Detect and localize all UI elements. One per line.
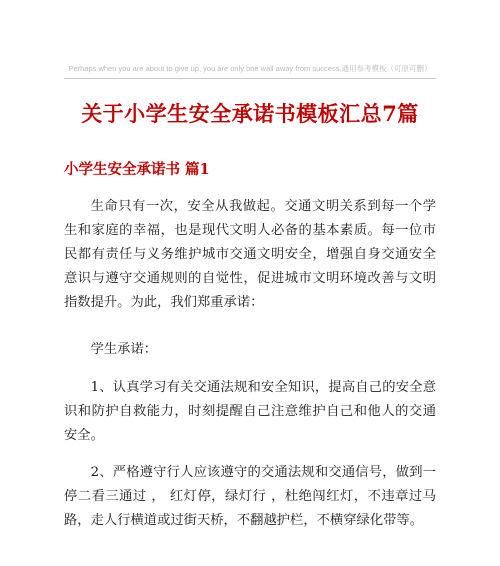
paragraph-item-2: 2、严格遵守行人应该遵守的交通法规和交通信号，做到一停二看三通过 ， 红灯停，绿灯行 ，杜绝闯红灯，不违章过马路，走人行横道或过街天桥，不翻越护栏，不横穿绿化带等。 bbox=[64, 465, 436, 528]
paragraph-intro: 生命只有一次，安全从我做起。交通文明关系到每一个学生和家庭的幸福，也是现代文明人必备的基本素质。每一位市民都有责任与义务维护城市交通文明安全，增强自身交通安全意识与遵守交通规则的自觉性，促进城市文明环境改善与文明指数提升。为此，我们郑重承诺： bbox=[64, 199, 436, 310]
paragraph-student-pledge: 学生承诺： bbox=[90, 342, 158, 357]
paragraph-item-1: 1、认真学习有关交通法规和安全知识，提高自己的安全意识和防护自救能力，时刻提醒自己注意维护自己和他人的交通安全。 bbox=[64, 380, 436, 443]
section-heading: 小学生安全承诺书 篇1 bbox=[64, 161, 210, 178]
document-title: 关于小学生安全承诺书模板汇总7篇 bbox=[81, 101, 419, 126]
header-note: Perhaps when you are about to give up, you are only one wall away from success.通用参考模板（可原可删） bbox=[68, 64, 432, 73]
header-divider bbox=[64, 78, 436, 79]
